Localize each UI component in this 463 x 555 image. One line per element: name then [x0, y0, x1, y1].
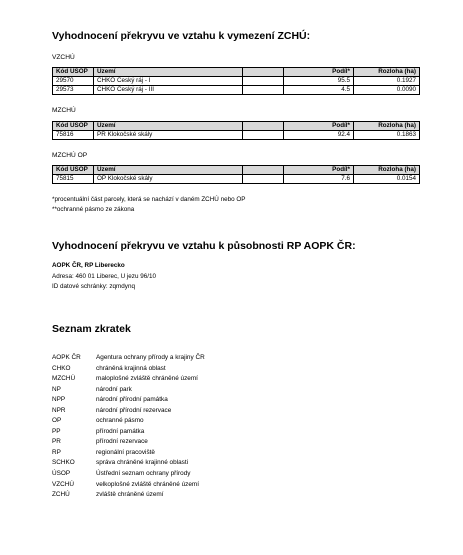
abbr-text: regionální pracoviště — [96, 448, 155, 456]
abbr-code: RP — [52, 448, 61, 456]
list-item — [52, 458, 205, 469]
cell-code: 75815 — [53, 175, 94, 184]
abbreviations-list — [52, 353, 205, 501]
table-row — [53, 77, 420, 86]
table-row — [53, 131, 420, 140]
column-header-size: Rozloha (ha) — [354, 122, 420, 131]
abbr-text: ochranné pásmo — [96, 417, 144, 425]
list-item — [52, 385, 205, 396]
vzchu-table — [52, 67, 420, 95]
cell-size: 0.0154 — [354, 175, 420, 184]
cell-code: 29573 — [53, 86, 94, 95]
table-header-row — [53, 166, 420, 175]
cell-share: 4.5 — [284, 86, 354, 95]
column-header-spacer — [243, 68, 284, 77]
cell-code: 75816 — [53, 131, 94, 140]
mzchu-op-label: MZCHÚ OP — [52, 152, 88, 159]
list-item — [52, 416, 205, 427]
list-item — [52, 395, 205, 406]
cell-spacer — [243, 86, 284, 95]
abbr-text: přírodní rezervace — [96, 438, 148, 446]
column-header-spacer — [243, 166, 284, 175]
office-address: Adresa: 460 01 Liberec, U jezu 96/10 — [52, 273, 156, 280]
cell-area: CHKO Český ráj - III — [94, 86, 243, 95]
column-header-area: Území — [94, 122, 243, 131]
list-item — [52, 469, 205, 480]
cell-size: 0.1927 — [354, 77, 420, 86]
abbr-text: zvláště chráněné území — [96, 491, 164, 499]
abbr-code: SCHKO — [52, 459, 75, 467]
footnote-share: *procentuální část parcely, která se nachází v daném ZCHÚ nebo OP — [52, 196, 246, 203]
column-header-share: Podíl* — [284, 122, 354, 131]
cell-area: PR Klokočské skály — [94, 131, 243, 140]
abbr-code: ÚSOP — [52, 470, 71, 478]
cell-size: 0.1863 — [354, 131, 420, 140]
list-item — [52, 480, 205, 491]
column-header-spacer — [243, 122, 284, 131]
list-item — [52, 448, 205, 459]
cell-area: CHKO Český ráj - I — [94, 77, 243, 86]
column-header-area: Území — [94, 166, 243, 175]
abbr-text: Agentura ochrany přírody a krajiny ČR — [96, 354, 205, 361]
list-item — [52, 437, 205, 448]
abbr-text: národní park — [96, 385, 132, 393]
vzchu-label: VZCHÚ — [52, 54, 75, 61]
office-name: AOPK ČR, RP Liberecko — [52, 262, 125, 269]
abbr-text: národní přírodní památka — [96, 396, 168, 404]
abbr-code: NPR — [52, 406, 66, 414]
abbr-code: OP — [52, 417, 62, 425]
cell-area: OP Klokočské skály — [94, 175, 243, 184]
column-header-code: Kód ÚSOP — [53, 122, 94, 131]
column-header-share: Podíl* — [284, 166, 354, 175]
abbr-code: PP — [52, 427, 61, 435]
rp-aopk-heading: Vyhodnocení překryvu ve vztahu k působnosti RP AOPK ČR: — [52, 240, 356, 252]
abbr-text: Ústřední seznam ochrany přírody — [96, 470, 191, 478]
cell-code: 29570 — [53, 77, 94, 86]
abbreviations-heading: Seznam zkratek — [52, 323, 131, 335]
list-item — [52, 374, 205, 385]
abbr-code: CHKO — [52, 364, 71, 372]
column-header-share: Podíl* — [284, 68, 354, 77]
abbr-text: velkoplošné zvláště chráněné území — [96, 480, 200, 488]
abbr-code: AOPK ČR — [52, 354, 81, 361]
list-item — [52, 490, 205, 501]
cell-share: 7.6 — [284, 175, 354, 184]
cell-spacer — [243, 131, 284, 140]
mzchu-label: MZCHÚ — [52, 107, 76, 114]
table-row — [53, 175, 420, 184]
zchu-overlap-heading: Vyhodnocení překryvu ve vztahu k vymezení ZCHÚ: — [52, 30, 311, 42]
abbr-text: maloplošné zvláště chráněné území — [96, 375, 198, 383]
column-header-code: Kód ÚSOP — [53, 166, 94, 175]
abbr-code: NP — [52, 385, 61, 393]
abbr-text: správa chráněné krajinné oblasti — [96, 459, 189, 467]
abbr-code: VZCHÚ — [52, 480, 75, 488]
mzchu-table — [52, 121, 420, 140]
abbr-code: NPP — [52, 396, 66, 404]
abbr-code: PR — [52, 438, 61, 446]
table-row — [53, 86, 420, 95]
list-item — [52, 406, 205, 417]
cell-share: 92.4 — [284, 131, 354, 140]
cell-spacer — [243, 77, 284, 86]
abbr-text: přírodní památka — [96, 427, 145, 435]
table-header-row — [53, 122, 420, 131]
mzchu-op-table — [52, 165, 420, 184]
cell-spacer — [243, 175, 284, 184]
footnote-protective-zone: **ochranné pásmo ze zákona — [52, 206, 135, 213]
column-header-size: Rozloha (ha) — [354, 166, 420, 175]
table-header-row — [53, 68, 420, 77]
cell-share: 95.5 — [284, 77, 354, 86]
list-item — [52, 427, 205, 438]
abbr-text: chráněná krajinná oblast — [96, 364, 166, 372]
abbr-code: ZCHÚ — [52, 491, 70, 499]
column-header-area: Území — [94, 68, 243, 77]
abbr-code: MZCHÚ — [52, 375, 76, 383]
list-item — [52, 364, 205, 375]
list-item — [52, 353, 205, 364]
column-header-size: Rozloha (ha) — [354, 68, 420, 77]
office-databox: ID datové schránky: zqmdynq — [52, 283, 135, 290]
column-header-code: Kód ÚSOP — [53, 68, 94, 77]
cell-size: 0.0090 — [354, 86, 420, 95]
abbr-text: národní přírodní rezervace — [96, 406, 172, 414]
